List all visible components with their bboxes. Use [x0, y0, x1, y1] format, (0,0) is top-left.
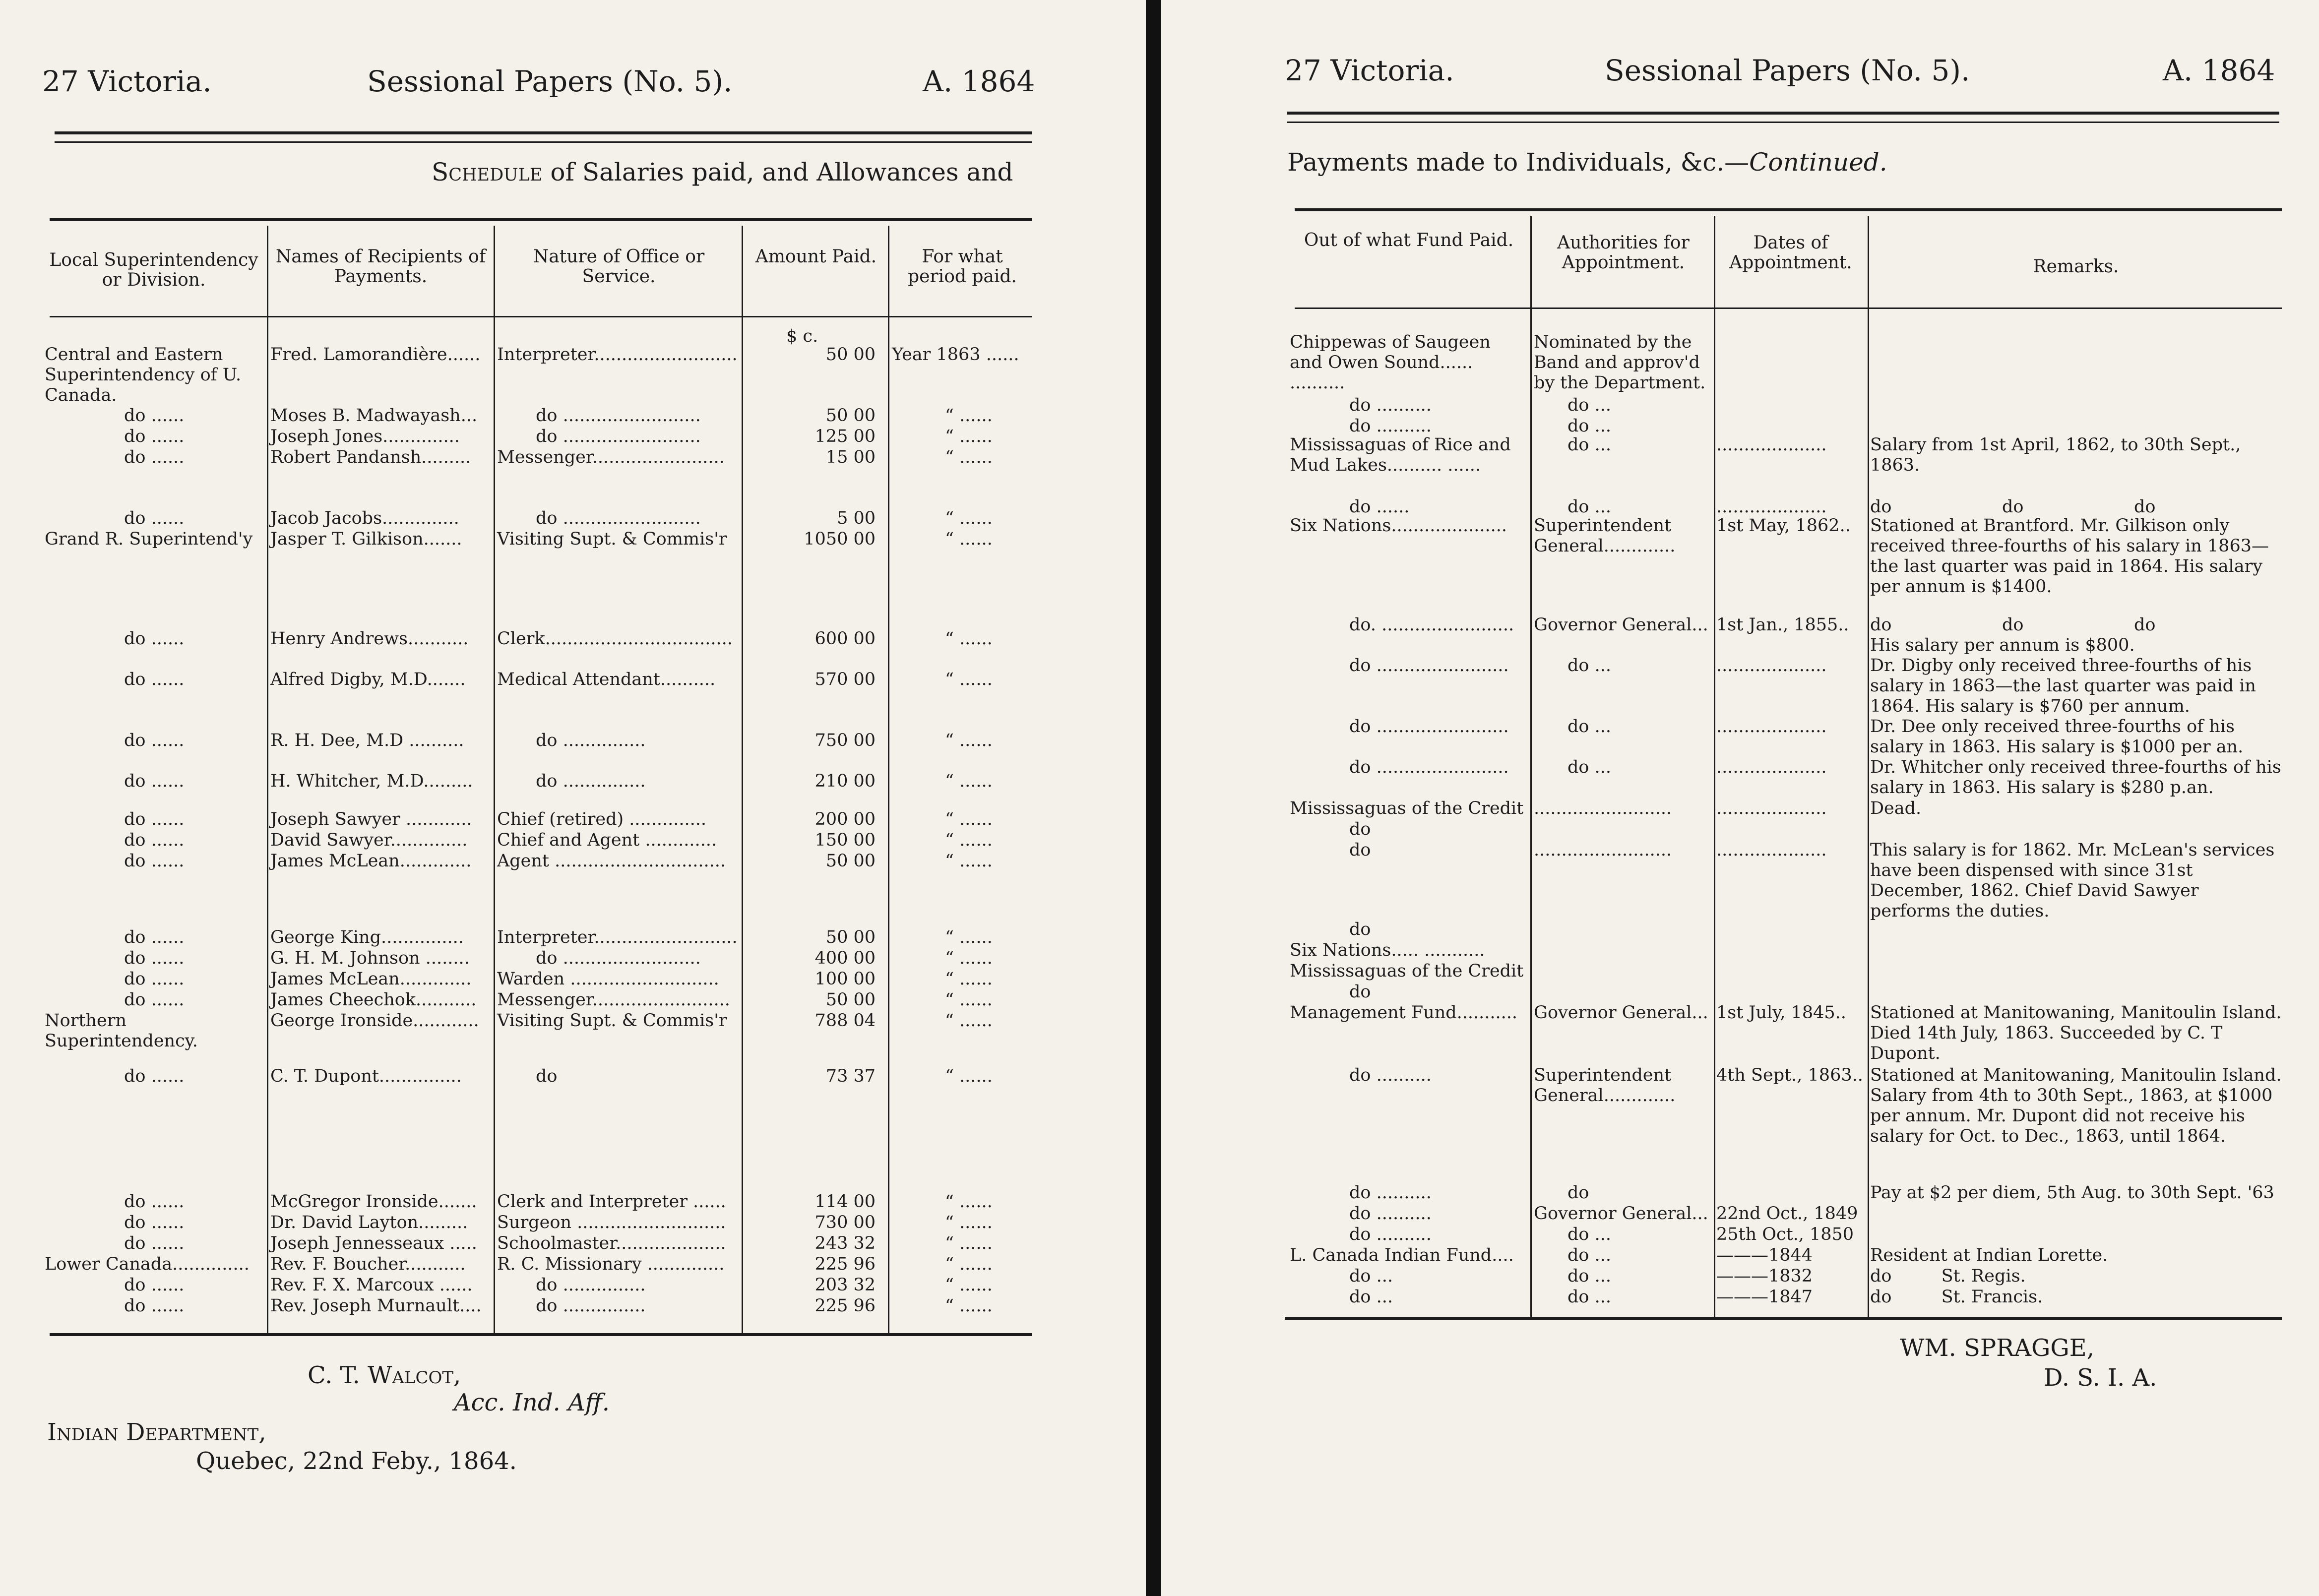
remark-cell: Dr. Dee only received three-fourths of his salary in 1863. His salary is $1000 per an. [1870, 717, 2244, 757]
office-cell: Visiting Supt. & Commis'r [497, 529, 727, 549]
office-cell: Interpreter.......................... [497, 927, 738, 947]
period-cell: “ ...... [945, 948, 993, 968]
recipient-cell: David Sawyer.............. [270, 830, 468, 850]
date-cell: 1st Jan., 1855.. [1716, 615, 1849, 635]
division-cell: do ...... [124, 1066, 185, 1086]
period-cell: “ ...... [945, 851, 993, 871]
period-cell: “ ...... [945, 508, 993, 528]
recipient-cell: George Ironside............ [270, 1011, 479, 1031]
amount-cell: 243 32 [815, 1233, 876, 1253]
authority-cell: Governor General... [1534, 1204, 1708, 1224]
amount-cell: 15 00 [825, 447, 876, 467]
office-cell: Clerk and Interpreter ...... [497, 1192, 726, 1212]
authority-cell: ......................... [1534, 840, 1672, 860]
authority-cell: Superintendent General............. [1534, 516, 1677, 556]
period-cell: “ ...... [945, 731, 993, 750]
table-bottom-rule [1285, 1317, 2282, 1320]
amount-cell: 203 32 [815, 1275, 876, 1295]
office-cell: Schoolmaster.................... [497, 1233, 726, 1253]
division-cell: do ...... [124, 948, 185, 968]
recipient-cell: Rev. Joseph Murnault.... [270, 1296, 482, 1316]
signature-name: C. T. Walcot, [308, 1361, 461, 1389]
signature-name: WM. SPRAGGE, [1900, 1334, 2094, 1362]
amount-cell: 114 00 [815, 1192, 876, 1212]
amount-cell: 73 37 [825, 1066, 876, 1086]
date-cell: 25th Oct., 1850 [1716, 1225, 1854, 1244]
office-cell: Agent ............................... [497, 851, 726, 871]
fund-cell: Six Nations..................... [1290, 516, 1507, 536]
recipient-cell: Rev. F. Boucher........... [270, 1254, 466, 1274]
schedule-title [432, 158, 1013, 186]
recipient-cell: Robert Pandansh......... [270, 447, 471, 467]
amount-cell: 1050 00 [804, 529, 876, 549]
department-name: Indian Department, [47, 1418, 266, 1446]
remark-cell: do do do His salary per annum is $800. [1870, 615, 2156, 655]
division-cell: do ...... [124, 969, 185, 989]
table-top-rule [1295, 208, 2282, 211]
fund-cell: L. Canada Indian Fund.... [1290, 1245, 1514, 1265]
column-head-rule [50, 316, 1032, 317]
period-cell: “ ...... [945, 670, 993, 689]
office-cell: Messenger......................... [497, 990, 730, 1010]
authority-cell: do ... [1567, 1225, 1611, 1244]
recipient-cell: James McLean............. [270, 969, 472, 989]
office-cell: R. C. Missionary .............. [497, 1254, 725, 1274]
remark-cell: This salary is for 1862. Mr. McLean's services have been dispensed with since 31st December, 1862. Chief David Sawyer performs the duties. [1870, 840, 2280, 921]
division-cell: do ...... [124, 406, 185, 426]
date-cell: .................... [1716, 840, 1827, 860]
recipient-cell: Henry Andrews........... [270, 629, 469, 649]
period-cell: “ ...... [945, 1275, 993, 1295]
amount-cell: 788 04 [815, 1011, 876, 1031]
amount-cell: 100 00 [815, 969, 876, 989]
period-cell: “ ...... [945, 427, 993, 446]
fund-cell: Mississaguas of Rice and Mud Lakes.......... ...... [1290, 435, 1516, 475]
col-head-division: Local Superintendency or Division. [49, 250, 258, 290]
office-cell: do ......................... [536, 427, 701, 446]
authority-cell: do ... [1567, 717, 1611, 737]
division-cell: do ...... [124, 830, 185, 850]
header-rule [1287, 112, 2279, 123]
authority-cell: do [1567, 1183, 1589, 1203]
amount-cell: 50 00 [825, 345, 876, 365]
recipient-cell: G. H. M. Johnson ........ [270, 948, 470, 968]
period-cell: “ ...... [945, 771, 993, 791]
fund-cell: do .......... [1349, 395, 1432, 415]
col-divider [888, 226, 889, 1333]
remark-cell: Stationed at Manitowaning, Manitoulin Island. Salary from 4th to 30th Sept., 1863, at $1000 per annum. Mr. Dupont did not receive his salary for Oct. to Dec., 1863, until 1864. [1870, 1065, 2287, 1146]
recipient-cell: Dr. David Layton......... [270, 1213, 468, 1232]
col-divider [267, 226, 268, 1333]
schedule-title-rest: of Salaries paid, and Allowances and [542, 158, 1013, 186]
authority-cell: Superintendent General............. [1534, 1065, 1677, 1105]
division-cell: do ...... [124, 1213, 185, 1232]
fund-cell: do ........................ [1349, 757, 1509, 777]
fund-cell: do ........................ [1349, 656, 1509, 675]
payments-title [1287, 148, 1887, 177]
division-cell: do ...... [124, 851, 185, 871]
office-cell: do ............... [536, 1296, 646, 1316]
period-cell: “ ...... [945, 1296, 993, 1316]
table-top-rule [50, 218, 1032, 221]
col-head-amount: Amount Paid. [755, 246, 877, 267]
year-label: A. 1864 [923, 64, 1035, 98]
division-cell: Northern Superintendency. [45, 1011, 198, 1051]
remark-cell: Pay at $2 per diem, 5th Aug. to 30th Sept. '63 [1870, 1183, 2274, 1203]
authority-cell: do ... [1567, 395, 1611, 415]
office-cell: Chief (retired) .............. [497, 809, 707, 829]
remark-cell: Dead. [1870, 798, 1922, 818]
date-cell: ———1847 [1716, 1287, 1813, 1307]
authority-cell: ......................... [1534, 798, 1672, 818]
session-label: 27 Victoria. [42, 64, 212, 98]
recipient-cell: Joseph Sawyer ............ [270, 809, 472, 829]
division-cell: do ...... [124, 927, 185, 947]
fund-cell: Chippewas of Saugeen and Owen Sound...... .......... [1290, 332, 1496, 393]
left-page [0, 0, 1146, 1596]
division-cell: do ...... [124, 1233, 185, 1253]
authority-cell: do ... [1567, 416, 1611, 436]
division-cell: do ...... [124, 508, 185, 528]
office-cell: Interpreter.......................... [497, 345, 738, 365]
recipient-cell: C. T. Dupont............... [270, 1066, 462, 1086]
fund-cell: do ...... [1349, 497, 1410, 517]
col-head-office: Nature of Office or Service. [533, 246, 705, 287]
office-cell: do ............... [536, 731, 646, 750]
period-cell: “ ...... [945, 447, 993, 467]
date-cell: .................... [1716, 435, 1827, 455]
office-cell: do ......................... [536, 948, 701, 968]
office-cell: Messenger........................ [497, 447, 725, 467]
division-cell: do ...... [124, 427, 185, 446]
date-cell: .................... [1716, 656, 1827, 675]
amount-cell: 125 00 [815, 427, 876, 446]
col-head-recipient: Names of Recipients of Payments. [275, 246, 486, 287]
period-cell: “ ...... [945, 969, 993, 989]
date-cell: .................... [1716, 497, 1827, 517]
remark-cell: do St. Francis. [1870, 1287, 2043, 1307]
col-head-date: Dates of Appointment. [1729, 233, 1852, 273]
sessional-papers-label: Sessional Papers (No. 5). [1605, 54, 1970, 87]
fund-cell: do [1349, 840, 1371, 860]
division-cell: do ...... [124, 990, 185, 1010]
remark-cell: Stationed at Manitowaning, Manitoulin Island. Died 14th July, 1863. Succeeded by C. T Dupont. [1870, 1003, 2287, 1063]
amount-cell: 210 00 [815, 771, 876, 791]
col-head-fund: Out of what Fund Paid. [1304, 230, 1514, 250]
fund-cell: Management Fund........... [1290, 1003, 1518, 1023]
fund-cell: do [1349, 982, 1371, 1002]
remark-cell: do St. Regis. [1870, 1266, 2026, 1286]
division-cell: do ...... [124, 809, 185, 829]
table-bottom-rule [50, 1333, 1032, 1336]
date-cell: 1st July, 1845.. [1716, 1003, 1846, 1023]
authority-cell: do ... [1567, 656, 1611, 675]
amount-cell: 50 00 [825, 927, 876, 947]
remark-cell: Resident at Indian Lorette. [1870, 1245, 2108, 1265]
office-cell: do ............... [536, 1275, 646, 1295]
recipient-cell: James McLean............. [270, 851, 472, 871]
office-cell: Warden ........................... [497, 969, 719, 989]
authority-cell: Governor General... [1534, 615, 1708, 635]
recipient-cell: Alfred Digby, M.D....... [270, 670, 466, 689]
recipient-cell: McGregor Ironside....... [270, 1192, 477, 1212]
fund-cell: do .......... [1349, 1204, 1432, 1224]
period-cell: “ ...... [945, 1254, 993, 1274]
fund-cell: do .......... [1349, 1065, 1432, 1085]
office-cell: Visiting Supt. & Commis'r [497, 1011, 727, 1031]
period-cell: “ ...... [945, 809, 993, 829]
year-label: A. 1864 [2163, 54, 2275, 87]
date-cell: .................... [1716, 757, 1827, 777]
division-cell: do ...... [124, 1275, 185, 1295]
recipient-cell: Jacob Jacobs.............. [270, 508, 459, 528]
payments-title-main: Payments made to Individuals, &c.— [1287, 148, 1750, 177]
period-cell: “ ...... [945, 927, 993, 947]
schedule-title-first: Schedule [432, 158, 543, 186]
office-cell: do [536, 1066, 558, 1086]
page-gutter [1146, 0, 1161, 1596]
authority-cell: do ... [1567, 1266, 1611, 1286]
period-cell: “ ...... [945, 990, 993, 1010]
recipient-cell: George King............... [270, 927, 464, 947]
col-head-authority: Authorities for Appointment. [1557, 233, 1690, 273]
office-cell: do ......................... [536, 406, 701, 426]
date-cell: ———1832 [1716, 1266, 1813, 1286]
amount-cell: 5 00 [837, 508, 876, 528]
fund-cell: Mississaguas of the Credit [1290, 961, 1524, 981]
fund-cell: Mississaguas of the Credit [1290, 798, 1524, 818]
fund-cell: do .......... [1349, 1183, 1432, 1203]
remark-cell: Dr. Digby only received three-fourths of his salary in 1863—the last quarter was paid in 1864. His salary is $760 per annum. [1870, 656, 2262, 716]
period-cell: “ ...... [945, 1233, 993, 1253]
recipient-cell: H. Whitcher, M.D......... [270, 771, 473, 791]
remark-cell: Dr. Whitcher only received three-fourths of his salary in 1863. His salary is $280 p.an. [1870, 757, 2287, 798]
division-cell: Lower Canada.............. [45, 1254, 250, 1274]
recipient-cell: James Cheechok........... [270, 990, 477, 1010]
amount-cell: 750 00 [815, 731, 876, 750]
recipient-cell: Rev. F. X. Marcoux ...... [270, 1275, 473, 1295]
authority-cell: do ... [1567, 497, 1611, 517]
col-head-remarks: Remarks. [2033, 256, 2119, 277]
date-cell: .................... [1716, 717, 1827, 737]
period-cell: “ ...... [945, 529, 993, 549]
fund-cell: Six Nations..... ........... [1290, 940, 1485, 960]
division-cell: do ...... [124, 1192, 185, 1212]
amount-cell: 400 00 [815, 948, 876, 968]
period-cell: “ ...... [945, 406, 993, 426]
column-head-rule [1295, 307, 2282, 309]
authority-cell: do ... [1567, 435, 1611, 455]
period-cell: “ ...... [945, 830, 993, 850]
amount-cell: 150 00 [815, 830, 876, 850]
division-cell: do ...... [124, 731, 185, 750]
authority-cell: Nominated by the Band and approv'd by the Department. [1534, 332, 1706, 393]
division-cell: do ...... [124, 771, 185, 791]
date-cell: 22nd Oct., 1849 [1716, 1204, 1858, 1224]
date-cell: .................... [1716, 798, 1827, 818]
fund-cell: do .......... [1349, 416, 1432, 436]
period-cell: “ ...... [945, 1192, 993, 1212]
payments-title-italic: Continued. [1749, 148, 1887, 177]
col-divider [1530, 216, 1532, 1317]
remark-cell: Salary from 1st April, 1862, to 30th Sept., 1863. [1870, 435, 2247, 475]
signature-title: D. S. I. A. [2044, 1364, 2157, 1392]
recipient-cell: Moses B. Madwayash... [270, 406, 478, 426]
authority-cell: Governor General... [1534, 1003, 1708, 1023]
office-cell: do ............... [536, 771, 646, 791]
period-cell: “ ...... [945, 629, 993, 649]
amount-units: $ c. [786, 326, 818, 346]
col-divider [742, 226, 743, 1333]
fund-cell: do ... [1349, 1287, 1393, 1307]
fund-cell: do ........................ [1349, 717, 1509, 737]
division-cell: do ...... [124, 1296, 185, 1316]
office-cell: Chief and Agent ............. [497, 830, 717, 850]
fund-cell: do [1349, 920, 1371, 939]
amount-cell: 50 00 [825, 406, 876, 426]
date-cell: 4th Sept., 1863.. [1716, 1065, 1863, 1085]
fund-cell: do .......... [1349, 1225, 1432, 1244]
col-divider [1868, 216, 1869, 1317]
office-cell: do ......................... [536, 508, 701, 528]
amount-cell: 570 00 [815, 670, 876, 689]
office-cell: Surgeon ........................... [497, 1213, 726, 1232]
sessional-papers-label: Sessional Papers (No. 5). [367, 64, 733, 98]
fund-cell: do ... [1349, 1266, 1393, 1286]
division-cell: do ...... [124, 670, 185, 689]
authority-cell: do ... [1567, 757, 1611, 777]
period-cell: “ ...... [945, 1213, 993, 1232]
col-divider [1714, 216, 1715, 1317]
session-label: 27 Victoria. [1285, 54, 1454, 87]
period-cell: “ ...... [945, 1066, 993, 1086]
col-divider [494, 226, 495, 1333]
amount-cell: 225 96 [815, 1296, 876, 1316]
amount-cell: 600 00 [815, 629, 876, 649]
period-cell: “ ...... [945, 1011, 993, 1031]
recipient-cell: Joseph Jones.............. [270, 427, 460, 446]
division-cell: Central and Eastern Superintendency of U. Canada. [45, 345, 242, 405]
amount-cell: 225 96 [815, 1254, 876, 1274]
recipient-cell: Fred. Lamorandière...... [270, 345, 481, 365]
date-cell: ———1844 [1716, 1245, 1813, 1265]
remark-cell: Stationed at Brantford. Mr. Gilkison only received three-fourths of his salary in 1863—the last quarter was paid in 1864. His salary per annum is $1400. [1870, 516, 2269, 597]
division-cell: do ...... [124, 629, 185, 649]
office-cell: Clerk.................................. [497, 629, 733, 649]
amount-cell: 200 00 [815, 809, 876, 829]
place-date: Quebec, 22nd Feby., 1864. [196, 1447, 517, 1475]
right-page [1161, 0, 2319, 1596]
fund-cell: do [1349, 819, 1371, 839]
date-cell: 1st May, 1862.. [1716, 516, 1851, 536]
signature-title: Acc. Ind. Aff. [454, 1389, 610, 1416]
period-cell: Year 1863 ...... [892, 345, 1019, 365]
col-head-period: For what period paid. [908, 246, 1017, 287]
office-cell: Medical Attendant.......... [497, 670, 716, 689]
recipient-cell: Joseph Jennesseaux ..... [270, 1233, 477, 1253]
recipient-cell: R. H. Dee, M.D .......... [270, 731, 464, 750]
division-cell: do ...... [124, 447, 185, 467]
recipient-cell: Jasper T. Gilkison....... [270, 529, 462, 549]
authority-cell: do ... [1567, 1245, 1611, 1265]
division-cell: Grand R. Superintend'y [45, 529, 253, 549]
header-rule [55, 131, 1032, 143]
amount-cell: 730 00 [815, 1213, 876, 1232]
amount-cell: 50 00 [825, 990, 876, 1010]
fund-cell: do. ........................ [1349, 615, 1514, 635]
remark-cell: do do do [1870, 497, 2156, 517]
amount-cell: 50 00 [825, 851, 876, 871]
authority-cell: do ... [1567, 1287, 1611, 1307]
